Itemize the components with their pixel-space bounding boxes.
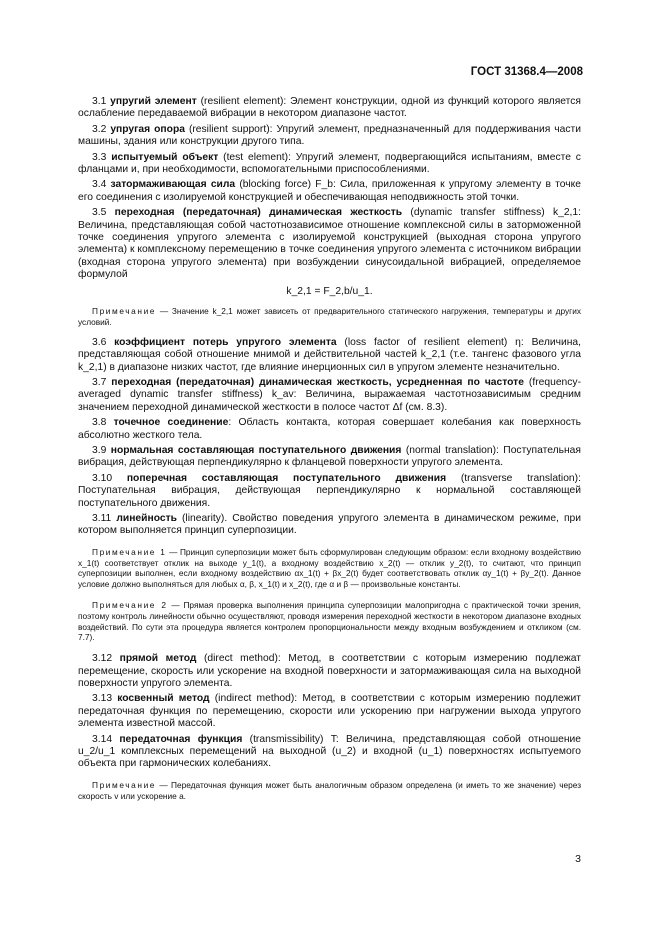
term-3-5: 3.5 переходная (передаточная) динамическая жесткость (dynamic transfer stiffness) k_2,1: Величина, представляющая собой частотнозависимое отношение комплексной силы в заторможенной точке соединения упругого элемента с изолируемой конструкцией (выходная сторона упругого элемента) к комплексному перемещению в точке соединения упругого элемента с источником вибрации (входная сторона упругого элемента) при возбуждении синусоидальной вибрацией, определяемое формулой <box>78 207 581 281</box>
term-3-3: 3.3 испытуемый объект (test element): Упругий элемент, подвергающийся испытаниям, вместе с фланцами и, при необходимости, вспомогательными приспособлениями. <box>78 151 581 176</box>
note-3-14: Примечание — Передаточная функция может быть аналогичным образом определена (и иметь то же значение) через скорость v или ускорение a. <box>78 779 581 801</box>
term-3-7: 3.7 переходная (передаточная) динамическая жесткость, усредненная по частоте (frequency-averaged dynamic transfer stiffness) k_av: Величина, выражаемая частотнозависимым средним значением переходной динамической жесткости в полосе частот Δf (см. 8.3). <box>78 376 581 413</box>
document-header: ГОСТ 31368.4—2008 <box>470 66 583 78</box>
term-3-9: 3.9 нормальная составляющая поступательного движения (normal translation): Поступательная вибрация, действующая перпендикулярно к фланцевой поверхности упругого элемента. <box>78 444 581 469</box>
term-3-12: 3.12 прямой метод (direct method): Метод, в соответствии с которым измерению подлежат перемещение, скорость или ускорение на входной поверхности и затормаживающая сила на выходной поверхности упругого элемента. <box>78 653 581 689</box>
term-3-1: 3.1 упругий элемент (resilient element): Элемент конструкции, одной из функций которого является ослабление передаваемой вибрации в некотором диапазоне частот. <box>78 96 581 120</box>
term-3-8: 3.8 точечное соединение: Область контакта, которая совершает колебания как поверхность абсолютно жесткого тела. <box>78 417 581 441</box>
term-3-10: 3.10 поперечная составляющая поступательного движения (transverse translation): Поступательная вибрация, действующая перпендикулярно к нормальной составляющей поступательного движения. <box>78 472 581 509</box>
term-3-6: 3.6 коэффициент потерь упругого элемента (loss factor of resilient element) η: Величина, представляющая собой отношение мнимой и действительной частей k_2,1 (т.е. тангенс фазового угла k_2,1) в диапазоне низких частот, где влияние инерционных сил в упругом элементе незначительно. <box>78 336 581 373</box>
document-body <box>78 96 581 811</box>
term-3-13: 3.13 косвенный метод (indirect method): Метод, в соответствии с которым измерению подлежит передаточная функция по перемещению, скорости или ускорению при нагружении выхода упругого элемента известной массой. <box>78 693 581 730</box>
note-3-5: Примечание — Значение k_2,1 может зависеть от предварительного статического нагружения, температуры и других условий. <box>78 306 581 327</box>
page-number: 3 <box>575 853 581 865</box>
note-3-11-1: Примечание 1 — Принцип суперпозиции может быть сформулирован следующим образом: если входному воздействию x_1(t) соответствует отклик на выходе y_1(t), а входному воздействию x_2(t) — отклик y_2(t), то считают, что принцип суперпозиции выполнен, если входному воздействию αx_1(t) + βx_2(t) будет соответствовать отклик αy_1(t) + βy_2(t). Данное условие должно выполняться для любых α, β, x_1(t) и x_2(t), где α и β — произвольные константы. <box>78 546 581 590</box>
formula-k21: k_2,1 = F_2,b/u_1. <box>286 285 373 297</box>
term-3-11: 3.11 линейность (linearity). Свойство поведения упругого элемента в динамическом режиме, при котором выполняется принцип суперпозиции. <box>78 512 581 537</box>
term-3-4: 3.4 затормаживающая сила (blocking force) F_b: Сила, приложенная к упругому элементу в точке его соединения с изолируемой конструкцией и обеспечивающая неподвижность этой точки. <box>78 179 581 203</box>
note-3-11-2: Примечание 2 — Прямая проверка выполнения принципа суперпозиции малопригодна с практической точки зрения, поэтому контроль линейности обычно осуществляют, проводя измерения переходной жесткости в некотором диапазоне входных воздействий. По сути эта процедура является контролем пропорциональности между входным возбуждением и откликом (см. 7.7). <box>78 599 581 643</box>
term-3-2: 3.2 упругая опора (resilient support): Упругий элемент, предназначенный для поддерживания части машины, здания или конструкции другого типа. <box>78 123 581 148</box>
term-3-14: 3.14 передаточная функция (transmissibility) T: Величина, представляющая собой отношение u_2/u_1 комплексных перемещений на выходной (u_2) и входной (u_1) поверхностях испытуемого объекта при гармонических колебаниях. <box>78 733 581 770</box>
